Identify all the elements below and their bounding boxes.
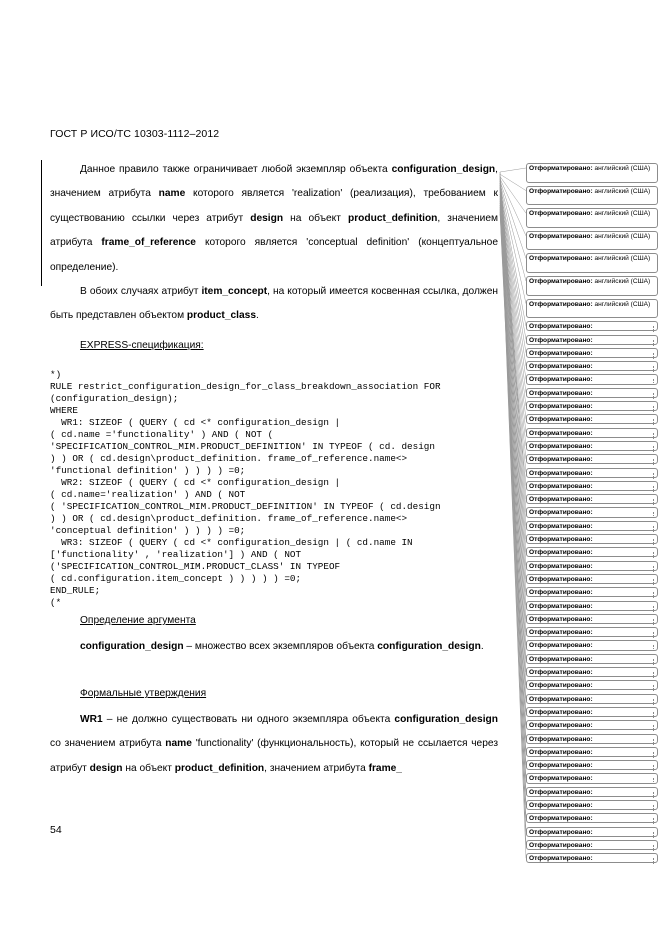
leader-line [500,194,526,366]
format-balloon[interactable] [526,494,658,504]
leader-line [500,183,526,281]
balloon-label: Отформатировано: [529,669,593,676]
format-balloon[interactable] [526,547,658,557]
balloon-more-indicator [649,725,654,731]
format-balloon[interactable] [526,707,658,717]
text: В обоих случаях атрибут [80,286,202,297]
format-balloon[interactable] [526,388,658,398]
format-balloon[interactable] [526,627,658,637]
balloon-label: Отформатировано: [529,722,593,730]
format-balloon[interactable] [526,208,658,228]
balloon-label: Отформатировано: [529,482,593,490]
balloon-more-indicator [649,592,654,598]
balloon-label: Отформатировано: [529,187,593,195]
balloon-label: Отформатировано: [529,841,593,849]
balloon-label: Отформатировано: [529,762,593,770]
format-balloon[interactable] [526,720,658,730]
paragraph-argument-definition [50,635,498,659]
balloon-more-indicator [649,473,654,479]
balloon-more-indicator [649,419,654,425]
format-balloon[interactable] [526,521,658,531]
heading-express: EXPRESS-спецификация: [80,340,204,351]
balloon-more-indicator [649,433,654,439]
balloon-more-indicator [649,579,654,585]
format-balloon[interactable] [526,374,658,384]
leader-line [500,207,526,446]
format-balloon[interactable] [526,428,658,438]
text: которого является 'conceptual definition' (концептуальное определение). [50,237,498,273]
balloon-language: английский (США) [592,232,651,240]
leader-line [500,212,526,739]
leader-line [500,179,526,539]
balloon-language: английский (США) [592,300,651,308]
leader-line [500,183,526,832]
leader-line [500,205,526,699]
balloon-more-indicator [649,805,654,811]
paragraph-wr1 [50,708,498,781]
leader-line [500,174,526,512]
balloon-language: английский (США) [592,278,651,285]
format-balloon[interactable] [526,454,658,464]
leader-line [500,174,526,778]
format-balloon[interactable] [526,840,658,850]
balloon-more-indicator [649,752,654,758]
entity-name: configuration_ [394,714,466,725]
text: Данное правило также ограничивает любой экземпляр объекта [80,164,392,175]
leader-line [500,209,526,725]
leader-line [500,181,526,819]
text: . [255,310,259,322]
leader-line [500,190,526,606]
format-balloon[interactable] [526,694,658,704]
balloon-label: Отформатировано: [529,416,593,424]
balloon-label: Отформатировано: [529,655,593,663]
balloon-label: Отформатировано: [529,708,593,716]
balloon-label: Отформатировано: [529,469,593,477]
attribute-name: design [250,212,284,224]
format-balloon[interactable] [526,348,658,358]
balloon-label: Отформатировано: [529,389,593,397]
balloon-more-indicator [649,699,654,705]
entity-name: design [462,164,496,175]
text: на объект [122,762,175,774]
leader-line [500,172,526,499]
balloon-label: Отформатировано: [529,496,593,504]
balloon-more-indicator [649,366,654,372]
leader-line [500,196,526,379]
format-balloon[interactable] [526,507,658,517]
leader-line [500,209,526,459]
attribute-name: name [158,188,186,200]
format-balloon[interactable] [526,231,658,251]
balloon-label: Отформатировано: [529,232,593,240]
balloon-more-indicator [649,512,654,518]
attribute-name: frame_of_reference [101,237,196,249]
attribute-name: design [89,762,123,774]
balloon-label: Отформатировано: [529,349,593,357]
text: , на который имеется косвенная ссылка, должен быть представлен объектом [50,286,498,322]
text: – не должно существовать ни одного экземпляра объекта [102,714,395,725]
format-balloon[interactable] [526,299,658,319]
paragraph-restriction [50,158,498,280]
balloon-label: Отформатировано: [529,210,593,218]
balloon-label: Отформатировано: [529,536,593,543]
format-balloon[interactable] [526,361,658,371]
balloon-label: Отформатировано: [529,549,593,557]
balloon-more-indicator [649,340,654,346]
balloon-more-indicator [649,685,654,691]
format-balloon[interactable] [526,468,658,478]
balloon-more-indicator [649,499,654,505]
format-balloon[interactable] [526,853,658,863]
format-balloon[interactable] [526,667,658,677]
attribute-name: item_concept [201,286,268,297]
balloon-language: английский (США) [592,165,651,172]
leader-line [500,190,526,340]
balloon-label: Отформатировано: [529,165,593,172]
format-balloon[interactable] [526,800,658,810]
leader-line [500,201,526,672]
leader-line [500,174,526,190]
balloon-label: Отформатировано: [529,403,593,410]
format-balloon[interactable] [526,401,658,411]
balloon-label: Отформатировано: [529,562,593,570]
format-balloon[interactable] [526,561,658,571]
leader-line [500,181,526,553]
change-bar [41,160,42,286]
format-balloon[interactable] [526,747,658,757]
leader-line [500,203,526,419]
balloon-more-indicator [649,459,654,465]
attribute-name: frame_ [368,762,402,774]
leader-line [500,214,526,486]
leader-line [500,192,526,353]
balloon-more-indicator [649,552,654,558]
format-balloon[interactable] [526,414,658,424]
balloon-more-indicator [649,526,654,532]
balloon-more-indicator [649,858,654,864]
format-balloon[interactable] [526,441,658,451]
balloon-more-indicator [649,845,654,851]
text: , значением атрибута [264,762,369,774]
text: . [480,641,484,652]
balloon-label: Отформатировано: [529,855,593,863]
leader-line [500,187,526,592]
text: со значением атрибута [50,738,166,750]
format-balloon[interactable] [526,276,658,296]
balloon-more-indicator [649,712,654,718]
balloon-label: Отформатировано: [529,615,593,623]
balloon-label: Отформатировано: [529,815,593,823]
entity-name: configuration_ [377,641,448,652]
leader-line [500,198,526,658]
balloon-more-indicator [649,818,654,824]
text: на объект [283,212,348,224]
leader-line [500,185,526,845]
balloon-more-indicator [649,619,654,625]
entity-name: product_class [186,310,256,322]
balloon-label: Отформатировано: [529,775,593,783]
balloon-more-indicator [649,606,654,612]
leader-line [500,187,526,858]
balloon-label: Отформатировано: [529,575,593,583]
leader-line [500,176,526,525]
leader-line [500,172,526,765]
format-balloon[interactable] [526,601,658,611]
leader-line [500,185,526,579]
balloon-label: Отформатировано: [529,363,593,371]
entity-name: configuration_ [391,164,463,175]
leader-line [500,201,526,406]
balloon-more-indicator [649,778,654,784]
balloon-more-indicator [649,632,654,638]
express-code-block: *) RULE restrict_configuration_design_for_class_breakdown_association FOR (configuration_design); WHERE WR1: SIZEOF ( QUERY ( cd <* configuration_design | ( cd.name ='functionality' ) AND ( NOT ( 'SPECIFICATION_CONTROL_MIM.PRODUCT_DEFINITION' IN TYPEOF ( cd. design ) ) OR ( cd.design\product_definition. frame_of_reference.name<> 'functional definition' ) ) ) ) =0; WR2: SIZEOF ( QUERY ( cd <* configuration_design | ( cd.name='realization' ) AND ( NOT ( 'SPECIFICATION_CONTROL_MIM.PRODUCT_DEFINITION' IN TYPEOF ( cd.design ) ) OR ( cd.design\product_definition. frame_of_reference.name<> 'conceptual definition' ) ) ) ) =0; WR3: SIZEOF ( QUERY ( cd <* configuration_design | ( cd.name IN ['functionality' , 'realization'] ) AND ( NOT ('SPECIFICATION_CONTROL_MIM.PRODUCT_CLASS' IN TYPEOF ( cd.configuration.item_concept ) ) ) ) ) =0; END_RULE; (* [50,369,441,608]
balloon-more-indicator [649,645,654,651]
entity-name: design [465,714,498,725]
balloon-label: Отформатировано: [529,642,593,650]
format-balloon[interactable] [526,574,658,584]
leader-line [500,183,526,566]
balloon-label: Отформатировано: [529,629,593,637]
leader-line [500,181,526,259]
leader-line [500,203,526,686]
entity-name: product_definition [347,212,438,224]
text: – множество всех экземпляров объекта [183,641,378,652]
balloon-more-indicator [649,765,654,771]
paragraph-item-concept [50,280,498,329]
leader-line [500,205,526,433]
balloon-more-indicator [649,486,654,492]
text: , значением атрибута [50,212,498,249]
balloon-more-indicator [649,393,654,399]
balloon-language: английский (США) [592,255,651,263]
page-number: 54 [50,824,62,836]
heading-argument: Определение аргумента [80,615,196,626]
balloon-more-indicator [649,379,654,385]
format-balloon[interactable] [526,186,658,206]
balloon-label: Отформатировано: [529,456,593,464]
leader-line [500,214,526,752]
balloon-label: Отформатировано: [529,682,593,690]
format-balloon[interactable] [526,534,658,544]
balloon-label: Отформатировано: [529,300,593,308]
text: 'functionality' (функциональность), который не ссылается через атрибут [50,738,498,774]
balloon-label: Отформатировано: [529,589,593,597]
balloon-more-indicator [649,792,654,798]
leader-line [500,176,526,791]
format-balloon[interactable] [526,163,658,183]
balloon-more-indicator [649,832,654,838]
format-balloon[interactable] [526,813,658,823]
format-balloon[interactable] [526,335,658,345]
balloon-more-indicator [649,659,654,665]
balloon-label: Отформатировано: [529,376,593,384]
balloon-more-indicator [649,446,654,452]
balloon-more-indicator [649,739,654,745]
entity-name: design [448,641,481,652]
balloon-label: Отформатировано: [529,802,593,809]
balloon-label: Отформатировано: [529,442,593,450]
format-balloon[interactable] [526,734,658,744]
format-balloon[interactable] [526,773,658,783]
balloon-language: английский (США) [592,210,651,218]
leader-line [500,194,526,632]
leader-line [500,187,526,326]
format-balloon[interactable] [526,253,658,273]
balloon-label: Отформатировано: [529,695,593,703]
format-balloon[interactable] [526,614,658,624]
leader-line [500,207,526,712]
document-header: ГОСТ Р ИСО/ТС 10303-1112–2012 [50,128,220,140]
balloon-language: английский (США) [592,187,651,195]
balloon-label: Отформатировано: [529,429,593,437]
heading-formal: Формальные утверждения [80,688,207,699]
leader-line [500,176,526,213]
balloon-label: Отформатировано: [529,278,593,285]
balloon-label: Отформатировано: [529,336,593,344]
balloon-label: Отформатировано: [529,323,593,331]
leader-line [500,196,526,645]
rule-name: WR1 [80,714,103,725]
balloon-label: Отформатировано: [529,522,593,530]
entity-name: product_definition [174,762,265,774]
format-balloon[interactable] [526,680,658,690]
balloon-more-indicator [649,539,654,545]
text: , значением атрибута [50,164,498,200]
balloon-label: Отформатировано: [529,748,593,756]
balloon-more-indicator [649,406,654,412]
format-balloon[interactable] [526,481,658,491]
argument-name: configuration_design [80,641,184,652]
format-balloon[interactable] [526,654,658,664]
format-balloon[interactable] [526,587,658,597]
balloon-label: Отформатировано: [529,509,593,517]
balloon-more-indicator [649,353,654,359]
format-balloon[interactable] [526,640,658,650]
text: которого является 'realization' (реализация), требованием к существованию ссылки через атрибут [50,188,499,224]
leader-line [500,179,526,805]
attribute-name: name [165,738,192,750]
balloon-label: Отформатировано: [529,788,593,796]
balloon-more-indicator [649,672,654,678]
balloon-more-indicator [649,326,654,332]
balloon-more-indicator [649,566,654,572]
balloon-label: Отформатировано: [529,735,593,743]
format-balloon[interactable] [526,827,658,837]
leader-line [500,198,526,392]
format-balloon[interactable] [526,787,658,797]
format-balloon[interactable] [526,760,658,770]
leader-line [500,212,526,473]
leader-line [500,179,526,236]
balloon-label: Отформатировано: [529,255,593,263]
balloon-label: Отформатировано: [529,602,593,610]
balloon-label: Отформатировано: [529,828,593,836]
format-balloon[interactable] [526,321,658,331]
leader-line [500,192,526,619]
leader-line [500,168,526,172]
leader-line [500,185,526,303]
